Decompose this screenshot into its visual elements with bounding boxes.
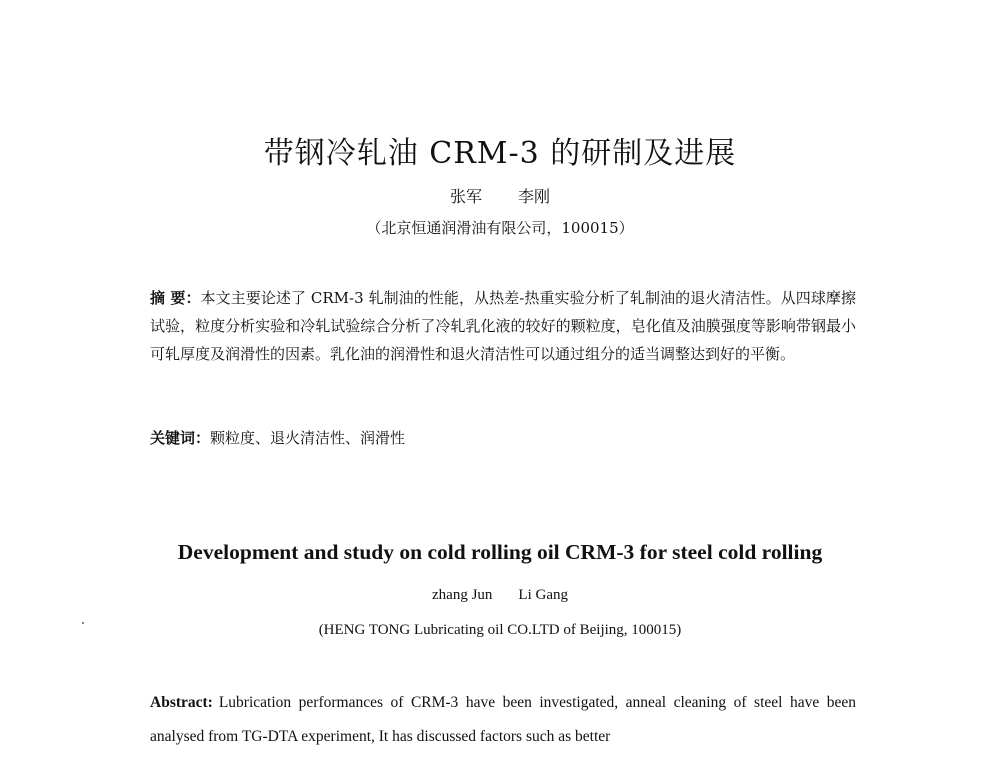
scan-speck (82, 622, 84, 624)
english-authors (0, 587, 1000, 604)
chinese-authors (0, 184, 1000, 207)
chinese-author-1: 张军 (449, 187, 482, 206)
chinese-abstract-label: 摘 要： (150, 289, 201, 307)
english-author-2: Li Gang (518, 587, 568, 603)
english-abstract-text: Lubrication performances of CRM-3 have been investigated, anneal cleaning of steel have been analysed from TG-DTA experiment, It has discussed factors such as better (150, 694, 856, 745)
chinese-abstract (150, 284, 856, 368)
english-title: Development and study on cold rolling oil CRM-3 for steel cold rolling (177, 540, 823, 564)
chinese-author-2: 李刚 (518, 187, 551, 206)
chinese-keywords-label: 关键词： (150, 429, 211, 447)
english-abstract-label: Abstract: (150, 694, 213, 711)
chinese-keywords-text: 颗粒度、退火清洁性、润滑性 (210, 429, 406, 447)
chinese-title: 带钢冷轧油 CRM-3 的研制及进展 (263, 136, 737, 171)
chinese-affiliation: （北京恒通润滑油有限公司，100015） (366, 219, 634, 237)
english-affiliation: (HENG TONG Lubricating oil CO.LTD of Beijing, 100015) (318, 622, 682, 638)
english-author-1: zhang Jun (432, 587, 493, 603)
chinese-keywords (150, 424, 856, 452)
english-abstract (150, 686, 856, 754)
chinese-abstract-text: 本文主要论述了 CRM-3 轧制油的性能，从热差-热重实验分析了轧制油的退火清洁性。从四球摩擦试验，粒度分析实验和冷轧试验综合分析了冷轧乳化液的较好的颗粒度，皂化值及油膜强度等影响带钢最小可轧厚度及润滑性的因素。乳化油的润滑性和退火清洁性可以通过组分的适当调整达到好的平衡。 (150, 289, 856, 363)
